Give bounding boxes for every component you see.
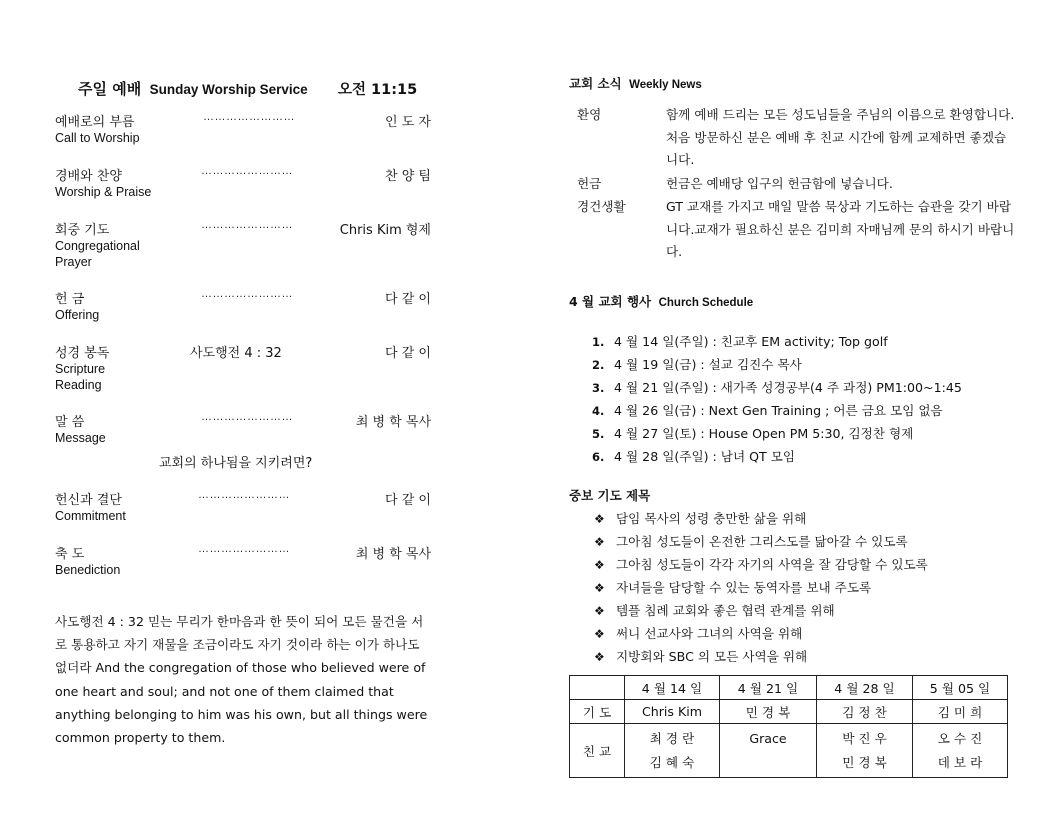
schedule-text: 4 월 19 일(금) : 설교 김진수 목사 — [614, 357, 802, 372]
order-item-en: Commitment — [55, 509, 126, 523]
news-title-ko: 교회 소식 — [569, 76, 622, 91]
schedule-title-ko: 4 월 교회 행사 — [569, 294, 652, 309]
table-cell — [913, 724, 1008, 778]
table-row — [570, 676, 1008, 700]
schedule-header — [569, 292, 753, 311]
schedule-text: 4 월 27 일(토) : House Open PM 5:30, 김정찬 형제 — [614, 426, 914, 441]
order-item-en: Offering — [55, 308, 100, 322]
diamond-bullet-icon: ❖ — [594, 581, 605, 595]
worship-header — [78, 78, 308, 99]
cell-line: 최 경 란 — [649, 731, 695, 746]
order-item-en: Congregational Prayer — [55, 239, 140, 269]
prayer-text: 지방회와 SBC 의 모든 사역을 위해 — [616, 649, 808, 664]
order-item-leader: 다 같 이 — [385, 292, 431, 307]
diamond-bullet-icon: ❖ — [594, 650, 605, 664]
schedule-item — [592, 377, 962, 396]
order-item-en: Worship & Praise — [55, 185, 152, 199]
order-dots: …………………… — [201, 219, 293, 231]
schedule-text: 4 월 14 일(주일) : 친교후 EM activity; Top golf — [614, 334, 888, 349]
diamond-bullet-icon: ❖ — [594, 558, 605, 572]
row-label-fellowship: 친 교 — [570, 724, 625, 778]
order-item-leader: 다 같 이 — [385, 346, 431, 361]
schedule-num: 2. — [592, 358, 605, 372]
prayer-item — [594, 531, 908, 550]
schedule-title-en: Church Schedule — [658, 297, 754, 309]
news-item-text: 함께 예배 드리는 모든 성도님들을 주님의 이름으로 환영합니다. 처음 방문하신 분은 예배 후 친교 시간에 함께 교제하면 좋겠습니다. — [666, 107, 1015, 168]
prayer-text: 자녀들을 담당할 수 있는 동역자를 보내 주도록 — [616, 580, 872, 595]
cell-line: 민 경 복 — [842, 755, 887, 770]
order-item-detail: 사도행전 4 : 32 — [190, 346, 282, 361]
date-header: 5 월 05 일 — [913, 676, 1008, 700]
order-item-leader: 최 병 학 목사 — [355, 547, 431, 562]
table-cell — [817, 724, 913, 778]
prayer-item — [594, 600, 835, 619]
cell-line: 오 수 진 — [937, 731, 983, 746]
order-item-ko: 경배와 찬양 — [55, 169, 122, 184]
cell-line: Grace — [749, 731, 787, 746]
prayer-item — [594, 646, 807, 665]
prayer-text: 담임 목사의 성령 충만한 삶을 위해 — [616, 511, 807, 526]
schedule-text: 4 월 28 일(주일) : 남녀 QT 모임 — [614, 449, 796, 464]
prayer-text: 그아침 성도들이 각각 자기의 사역을 잘 감당할 수 있도록 — [616, 557, 928, 572]
table-cell — [625, 724, 720, 778]
schedule-item — [592, 354, 802, 373]
diamond-bullet-icon: ❖ — [594, 512, 605, 526]
order-dots: …………………… — [198, 489, 290, 501]
order-dots: …………………… — [201, 165, 293, 177]
cell-line: 박 진 우 — [842, 731, 887, 746]
prayer-item — [594, 508, 806, 527]
schedule-num: 5. — [592, 427, 605, 441]
table-cell: Chris Kim — [625, 700, 720, 724]
diamond-bullet-icon: ❖ — [594, 604, 605, 618]
cell-line: 데 보 라 — [937, 755, 983, 770]
schedule-num: 3. — [592, 381, 605, 395]
prayer-item — [594, 577, 871, 596]
news-title-en: Weekly News — [629, 79, 702, 91]
order-dots: …………………… — [203, 111, 295, 123]
order-item-ko: 헌 금 — [55, 292, 85, 307]
table-row — [570, 724, 1008, 778]
prayer-text: 써니 선교사와 그녀의 사역을 위해 — [616, 626, 803, 641]
cell-line: 김 혜 숙 — [649, 755, 695, 770]
table-corner-cell — [570, 676, 625, 700]
order-item-en: Benediction — [55, 563, 121, 577]
prayer-item — [594, 623, 802, 642]
order-dots: …………………… — [198, 543, 290, 555]
schedule-item — [592, 400, 943, 419]
scripture-text: 사도행전 4 : 32 믿는 무리가 한마음과 한 뜻이 되어 모든 물건을 서로 통용하고 자기 재물을 조금이라도 자기 것이라 하는 이가 하나도 없더라 And the congregation of those who believed were of one heart and soul; and not one of them claimed that anything belonging to him was his own, but all things were common property to them. — [55, 614, 428, 746]
prayer-item — [594, 554, 928, 573]
prayer-text: 템플 침례 교회와 좋은 협력 관계를 위해 — [616, 603, 835, 618]
row-label-prayer: 기 도 — [570, 700, 625, 724]
date-header: 4 월 28 일 — [817, 676, 913, 700]
schedule-num: 4. — [592, 404, 605, 418]
date-header: 4 월 14 일 — [625, 676, 720, 700]
table-cell: 민 경 복 — [720, 700, 817, 724]
order-item-en: Scripture Reading — [55, 362, 106, 392]
order-item-ko: 예배로의 부름 — [55, 115, 135, 130]
schedule-text: 4 월 21 일(주일) : 새가족 성경공부(4 주 과정) PM1:00~1:45 — [614, 380, 962, 395]
news-item-text: GT 교재를 가지고 매일 말씀 묵상과 기도하는 습관을 갖기 바랍니다.교재가 필요하신 분은 김미희 자매님께 문의 하시기 바랍니다. — [666, 199, 1015, 260]
worship-title-en: Sunday Worship Service — [149, 82, 308, 97]
order-item-leader: 찬 양 팀 — [385, 169, 431, 184]
table-cell: 김 정 찬 — [817, 700, 913, 724]
order-item-ko: 헌신과 결단 — [55, 493, 122, 508]
schedule-item — [592, 446, 795, 465]
order-item-leader: 다 같 이 — [385, 493, 431, 508]
order-item-ko: 성경 봉독 — [55, 346, 110, 361]
order-item-ko: 회중 기도 — [55, 223, 110, 238]
order-dots: …………………… — [201, 288, 293, 300]
order-item-leader: 최 병 학 목사 — [355, 415, 431, 430]
schedule-text: 4 월 26 일(금) : Next Gen Training ; 어른 금요 모임 없음 — [614, 403, 943, 418]
prayer-text: 그아침 성도들이 온전한 그리스도를 닮아갈 수 있도록 — [616, 534, 908, 549]
table-cell — [720, 724, 817, 778]
news-item-label: 경건생활 — [577, 199, 626, 214]
order-item-en: Message — [55, 431, 106, 445]
news-header — [569, 74, 702, 93]
table-row — [570, 700, 1008, 724]
order-item-leader: 인 도 자 — [385, 115, 431, 130]
order-item-en: Call to Worship — [55, 131, 140, 145]
schedule-num: 1. — [592, 335, 605, 349]
duty-table — [569, 675, 1008, 778]
news-item-text: 헌금은 예배당 입구의 헌금함에 넣습니다. — [666, 176, 893, 191]
order-item-leader: Chris Kim 형제 — [339, 223, 431, 238]
order-item-ko: 축 도 — [55, 547, 85, 562]
table-cell: 김 미 희 — [913, 700, 1008, 724]
date-header: 4 월 21 일 — [720, 676, 817, 700]
diamond-bullet-icon: ❖ — [594, 627, 605, 641]
worship-title-ko: 주일 예배 — [78, 80, 142, 98]
prayer-title: 중보 기도 제목 — [569, 488, 651, 503]
news-item-label: 헌금 — [577, 176, 602, 191]
news-item-label: 환영 — [577, 107, 602, 122]
order-item-ko: 말 씀 — [55, 415, 85, 430]
worship-time: 오전 11:15 — [338, 82, 418, 98]
order-dots: …………………… — [201, 411, 293, 423]
schedule-item — [592, 331, 888, 350]
sermon-title: 교회의 하나됨을 지키려면? — [159, 456, 313, 471]
diamond-bullet-icon: ❖ — [594, 535, 605, 549]
schedule-item — [592, 423, 913, 442]
schedule-num: 6. — [592, 450, 605, 464]
